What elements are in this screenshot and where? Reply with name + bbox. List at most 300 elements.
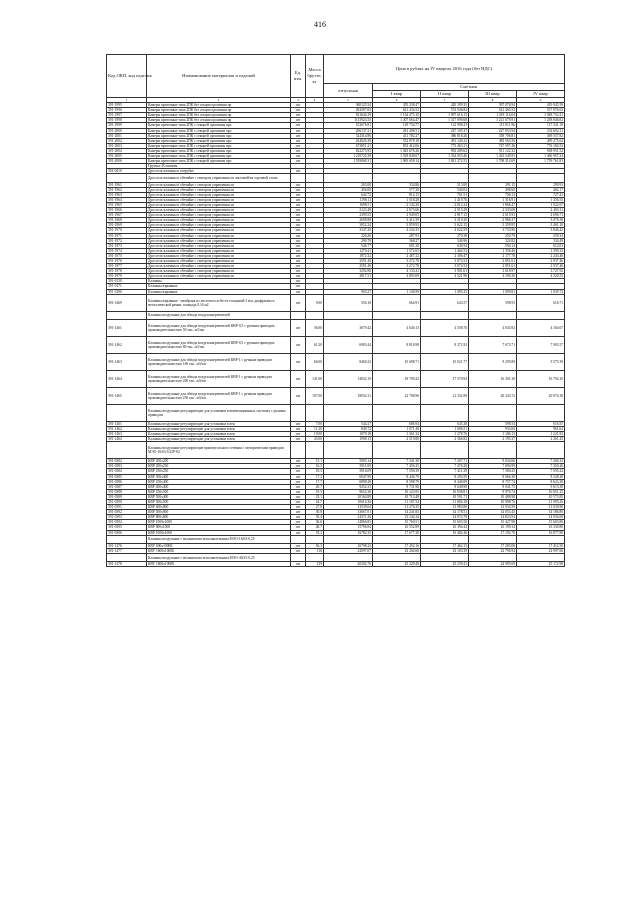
cell-unit: шт xyxy=(291,530,306,535)
cell-price-release: 14966.85 xyxy=(324,520,373,525)
cell-name: Дроссель-клапаны в обечайке с сектором управления из xyxy=(147,274,291,279)
cell-name: Клапаны воздушные регулирующие для установки в вен xyxy=(147,421,291,426)
cell-code: 391-1469 xyxy=(107,294,147,311)
cell-price-q2: 649.54 xyxy=(421,243,469,248)
cell-price-q3: 12 934.50 xyxy=(469,505,517,510)
cell-price-q3: 911 122.32 xyxy=(469,148,517,153)
cell-price-q2: 10 021.77 xyxy=(421,353,469,370)
cell-name: Клапаны взрывные - мембрана из листового асбеста толщиной 3 мм, диафрагмы и металлической рамки, площадь 0,16 м2 xyxy=(147,294,291,311)
cell-code: 391-1973 xyxy=(107,243,147,248)
cell-price-release: 1539068.31 xyxy=(324,159,373,164)
cell-price-q2: 16 394.44 xyxy=(421,525,469,530)
cell-name: КВР 200х250 xyxy=(147,464,291,469)
cell-code: 391-0391 xyxy=(107,505,147,510)
cell-unit: шт xyxy=(291,437,306,442)
cell-price-q1: 7 456.25 xyxy=(373,464,421,469)
cell-unit: шт xyxy=(291,192,306,197)
cell-price-q4: 1 039.74 xyxy=(517,289,565,294)
cell-mass xyxy=(306,554,324,562)
cell-price-release: 1270.41 xyxy=(324,248,373,253)
cell-price-q4: 3 727.92 xyxy=(517,269,565,274)
cell-price-q2: 4 521.96 xyxy=(421,274,469,279)
cell-mass: 15.1 xyxy=(306,459,324,464)
cell-price-q4: 11 095.26 xyxy=(517,499,565,504)
cell-price-q4: 2 937.46 xyxy=(517,259,565,264)
cell-code: 391-0389 xyxy=(107,494,147,499)
cell-unit: шт xyxy=(291,223,306,228)
cell-price-q2: 270.38 xyxy=(421,233,469,238)
cell-price-q4: 616.71 xyxy=(517,294,565,311)
cell-price-q3 xyxy=(469,174,517,182)
cell-price-q1: 25 229.49 xyxy=(373,562,421,567)
cell-price-q1: 8 598.79 xyxy=(373,479,421,484)
cell-price-q3: 14 823.94 xyxy=(469,515,517,520)
cell-price-q2: 13 983.88 xyxy=(421,505,469,510)
cell-mass: 27.8 xyxy=(306,505,324,510)
cell-price-release: 360125.54 xyxy=(324,103,373,108)
cell-price-q1 xyxy=(373,442,421,459)
column-index: 8 xyxy=(469,98,517,103)
cell-unit: шт xyxy=(291,479,306,484)
cell-price-q2: 2 012.24 xyxy=(421,202,469,207)
cell-code: 391-0385 xyxy=(107,474,147,479)
cell-price-q4: 1 258 846.82 xyxy=(517,118,565,123)
cell-price-q3: 10 998.76 xyxy=(469,499,517,504)
cell-code: 391-0387 xyxy=(107,484,147,489)
cell-price-release: 12539.04 xyxy=(324,505,373,510)
cell-code: 391-1974 xyxy=(107,248,147,253)
cell-price-release xyxy=(324,174,373,182)
cell-price-q2: 1 085.25 xyxy=(421,289,469,294)
cell-price-release: 2591.40 xyxy=(324,264,373,269)
cell-price-q1: 1 529 840.67 xyxy=(373,154,421,159)
cell-code: 391-1967 xyxy=(107,213,147,218)
cell-price-release: 642.72 xyxy=(324,192,373,197)
cell-price-q4: 258.34 xyxy=(517,233,565,238)
cell-name: КВР 300х400 xyxy=(147,474,291,479)
cell-price-q4: 3 846.42 xyxy=(517,228,565,233)
cell-price-release: 434626.39 xyxy=(324,138,373,143)
cell-price-q3: 16 301.38 xyxy=(469,370,517,387)
cell-unit xyxy=(291,535,306,543)
table-row xyxy=(107,404,565,421)
cell-price-q3: 291.15 xyxy=(469,182,517,187)
cell-price-q1 xyxy=(373,174,421,182)
cell-price-q3: 14 053.45 xyxy=(469,510,517,515)
cell-name: Дроссель-клапаны в обечайке с сектором управления из xyxy=(147,197,291,202)
cell-price-q4: 16 330.80 xyxy=(517,525,565,530)
cell-name: Камеры приточные типа 2ПК с секцией орошения про xyxy=(147,123,291,128)
cell-price-q3: 706.13 xyxy=(469,192,517,197)
cell-name: Камеры приточные типа 2ПК без секции орошения пр xyxy=(147,118,291,123)
cell-price-q3: 17 283.08 xyxy=(469,543,517,548)
table-row xyxy=(107,370,565,387)
cell-price-q1: 15 142.24 xyxy=(373,515,421,520)
cell-name: КВР 1000х1000 xyxy=(147,530,291,535)
cell-price-q2: 1 006.51 xyxy=(421,426,469,431)
column-index: 3 xyxy=(291,98,306,103)
cell-price-q1: 22 708.96 xyxy=(373,387,421,404)
cell-code: 391-1477 xyxy=(107,548,147,553)
cell-price-release: 6898.28 xyxy=(324,479,373,484)
cell-mass: 45.00 xyxy=(306,437,324,442)
cell-price-release: 102676.81 xyxy=(324,123,373,128)
cell-mass: 141.00 xyxy=(306,370,324,387)
cell-mass: 107.00 xyxy=(306,387,324,404)
cell-price-q2: 2 306.47 xyxy=(421,253,469,258)
cell-price-release: 544.27 xyxy=(324,421,373,426)
cell-price-q2: 1 841 272.53 xyxy=(421,159,469,164)
cell-price-q1: 18 709.42 xyxy=(373,370,421,387)
cell-price-q1: 7 341.38 xyxy=(373,459,421,464)
cell-price-q4: 727.42 xyxy=(517,192,565,197)
cell-unit: шт xyxy=(291,182,306,187)
cell-price-q2: 17 570.94 xyxy=(421,370,469,387)
cell-price-q1: 3 272.78 xyxy=(373,259,421,264)
cell-unit: шт xyxy=(291,228,306,233)
cell-price-q3: 1 316.91 xyxy=(469,197,517,202)
cell-code: 391-1975 xyxy=(107,253,147,258)
cell-code: 391-0410 xyxy=(107,169,147,174)
cell-mass: 17.7 xyxy=(306,479,324,484)
cell-name: Камеры приточные типа 2ПК с секцией орошения про xyxy=(147,143,291,148)
cell-price-q3: 2 851.61 xyxy=(469,264,517,269)
cell-code: 391-1461 xyxy=(107,421,147,426)
cell-unit: шт xyxy=(291,336,306,353)
cell-unit: шт xyxy=(291,108,306,113)
cell-price-q3: 9 034.66 xyxy=(469,459,517,464)
cell-price-q3: 20 343.72 xyxy=(469,387,517,404)
cell-name: Дроссель-клапаны в обечайке с сектором управления из xyxy=(147,259,291,264)
cell-code: 391-0390 xyxy=(107,499,147,504)
cell-name: Дроссель-клапаны в обечайке с сектором управления из xyxy=(147,264,291,269)
cell-name: Дроссель-клапаны в обечайке с сектором управления из xyxy=(147,202,291,207)
header-code: Код ОКП, код изделия xyxy=(107,55,147,98)
cell-unit: шт xyxy=(291,269,306,274)
cell-price-q2: 775 463.31 xyxy=(421,143,469,148)
cell-price-release: 6047.99 xyxy=(324,474,373,479)
cell-name: Дроссель-клапаны в обечайке с сектором управления из xyxy=(147,243,291,248)
cell-price-release: 5911.00 xyxy=(324,464,373,469)
cell-price-q4: 15 603.86 xyxy=(517,520,565,525)
cell-code: 391-1965 xyxy=(107,202,147,207)
cell-price-q2: 992 289.62 xyxy=(421,148,469,153)
cell-price-q4: 25 172.98 xyxy=(517,562,565,567)
cell-price-q1: 691.28 xyxy=(373,243,421,248)
cell-price-q3: 8 757.74 xyxy=(469,479,517,484)
cell-code: 391-0384 xyxy=(107,469,147,474)
cell-price-q3: 358 706.81 xyxy=(469,133,517,138)
cell-price-q2: 1 334 053.46 xyxy=(421,154,469,159)
cell-code: 391-1996 xyxy=(107,108,147,113)
cell-code xyxy=(107,311,147,319)
cell-price-q1: 2 519.80 xyxy=(373,437,421,442)
cell-price-q2: 2 366.82 xyxy=(421,437,469,442)
cell-price-q2: 16 482.46 xyxy=(421,530,469,535)
cell-price-q1: 7 590.39 xyxy=(373,469,421,474)
cell-price-q2 xyxy=(421,442,469,459)
cell-price-q1: 4 133.41 xyxy=(373,269,421,274)
cell-price-q1: 10 698.71 xyxy=(373,353,421,370)
cell-code: 391-1478 xyxy=(107,562,147,567)
header-q1: I квар xyxy=(373,91,421,98)
cell-mass xyxy=(306,404,324,421)
cell-price-q1: 1 164 475.10 xyxy=(373,113,421,118)
cell-price-release: 5916.09 xyxy=(324,469,373,474)
cell-price-q3: 1 186.13 xyxy=(469,432,517,437)
table-row xyxy=(107,535,565,543)
cell-code: 391-1462 xyxy=(107,426,147,431)
cell-unit: шт xyxy=(291,515,306,520)
cell-price-q1: 334.86 xyxy=(373,182,421,187)
cell-unit xyxy=(291,311,306,319)
cell-price-q4 xyxy=(517,554,565,562)
cell-unit: шт xyxy=(291,233,306,238)
cell-name: Дроссель-клапаны в обечайке с сектором управления из xyxy=(147,269,291,274)
cell-price-q4: 938 951.52 xyxy=(517,148,565,153)
cell-name: Клапаны воздушные для обвода воздухонагревателей КВР-0,5 с ручным приводом производительностью 80 тыс. м3/час xyxy=(147,336,291,353)
cell-mass: 139 xyxy=(306,562,324,567)
cell-price-q2: 491 140.23 xyxy=(421,138,469,143)
cell-mass: 7.00 xyxy=(306,421,324,426)
cell-price-release xyxy=(324,554,373,562)
cell-code: 391-1465 xyxy=(107,387,147,404)
cell-price-q4: 7 268.23 xyxy=(517,459,565,464)
cell-price-release: 849.72 xyxy=(324,426,373,431)
cell-name: КВР 200х200 xyxy=(147,459,291,464)
cell-price-q1: 1 407 664.47 xyxy=(373,118,421,123)
cell-code: 391-2004 xyxy=(107,148,147,153)
cell-price-q3: 8 066.38 xyxy=(469,474,517,479)
cell-name: Камеры приточные типа 2ПК с секцией орошения про xyxy=(147,138,291,143)
cell-price-q3: 1 423 540.95 xyxy=(469,154,517,159)
cell-code: 391-1970 xyxy=(107,228,147,233)
cell-price-q1: 17 677.28 xyxy=(373,530,421,535)
cell-price-q3: 2 333.08 xyxy=(469,208,517,213)
cell-price-q4: 8 328.28 xyxy=(517,474,565,479)
table-row xyxy=(107,353,565,370)
cell-price-q2: 3 622.15 xyxy=(421,223,469,228)
cell-unit: шт xyxy=(291,238,306,243)
cell-unit: шт xyxy=(291,469,306,474)
cell-name: Клапаны воздушные регулирующие для установки в вентиляционных системах с ручным приводом xyxy=(147,404,291,421)
cell-price-q2: 14 974.78 xyxy=(421,515,469,520)
table-header xyxy=(107,55,565,103)
price-table xyxy=(106,54,565,567)
cell-unit: шт xyxy=(291,543,306,548)
cell-price-q2: 8 293.59 xyxy=(421,474,469,479)
cell-mass: 20.7 xyxy=(306,484,324,489)
cell-price-q3: 7 580.25 xyxy=(469,469,517,474)
cell-price-q1: 411 782.27 xyxy=(373,133,421,138)
cell-price-q4: 22 997.66 xyxy=(517,548,565,553)
cell-code: 391-1464 xyxy=(107,437,147,442)
cell-unit xyxy=(291,554,306,562)
cell-price-q3: 17 192.70 xyxy=(469,530,517,535)
cell-price-q2 xyxy=(421,554,469,562)
cell-price-release: 1698.51 xyxy=(324,202,373,207)
cell-price-q1: 11 276.35 xyxy=(373,505,421,510)
cell-price-q4 xyxy=(517,404,565,421)
cell-name: КВР 800х800 xyxy=(147,515,291,520)
cell-code: 391-1964 xyxy=(107,197,147,202)
cell-price-q4: 10 051.25 xyxy=(517,489,565,494)
cell-mass: 9.00 xyxy=(306,294,324,311)
cell-code: 391-0171 xyxy=(107,284,147,289)
cell-price-q2 xyxy=(421,311,469,319)
table-row xyxy=(107,336,565,353)
cell-price-q2: 540.02 xyxy=(421,187,469,192)
cell-code: 391-1997 xyxy=(107,113,147,118)
table-row xyxy=(107,387,565,404)
cell-price-q3: 1 009.81 xyxy=(469,289,517,294)
cell-price-q4: 117 341.18 xyxy=(517,123,565,128)
cell-price-release: 10164.89 xyxy=(324,494,373,499)
table-row xyxy=(107,562,565,567)
cell-price-q1: 1 572.65 xyxy=(373,248,421,253)
cell-price-q4 xyxy=(517,311,565,319)
cell-mass: 116 xyxy=(306,548,324,553)
cell-price-q4: 419 945.59 xyxy=(517,103,565,108)
cell-price-q4: 557 976.63 xyxy=(517,108,565,113)
column-index: 4 xyxy=(306,98,324,103)
cell-price-release: 556.18 xyxy=(324,294,373,311)
header-price: Цена в рублях на IV квартал 2016 года (без НДС) xyxy=(324,55,565,84)
cell-unit: шт xyxy=(291,148,306,153)
cell-price-q4: 14 934.69 xyxy=(517,515,565,520)
cell-price-release: 14832.19 xyxy=(324,370,373,387)
cell-code: 391-2002 xyxy=(107,138,147,143)
cell-code: 391-1998 xyxy=(107,118,147,123)
cell-mass: 35.4 xyxy=(306,515,324,520)
cell-price-q4: 299.93 xyxy=(517,182,565,187)
cell-unit: шт xyxy=(291,279,306,284)
cell-price-q3: 483 563.56 xyxy=(469,138,517,143)
cell-name: Клапаны воздушные регулирующие прямоугольного сечения с электрическим приводом МЭО-16/63-0,25Р-82 xyxy=(147,442,291,459)
cell-price-release: 9252.31 xyxy=(324,484,373,489)
cell-price-q3: 1 221 679.91 xyxy=(469,118,517,123)
cell-name: КВР 500х500 xyxy=(147,499,291,504)
cell-price-q3 xyxy=(469,311,517,319)
cell-price-q1: 1 045 676.26 xyxy=(373,148,421,153)
cell-unit: шт xyxy=(291,113,306,118)
table-row xyxy=(107,294,565,311)
cell-unit: шт xyxy=(291,253,306,258)
cell-price-q3: 250.79 xyxy=(469,233,517,238)
cell-mass: 36.00 xyxy=(306,319,324,336)
cell-unit: шт xyxy=(291,459,306,464)
cell-mass: 46.7 xyxy=(306,525,324,530)
cell-price-q1: 11 187.54 xyxy=(373,499,421,504)
cell-price-release: 6983.44 xyxy=(324,336,373,353)
column-index: 6 xyxy=(373,98,421,103)
cell-price-release: 822275.95 xyxy=(324,148,373,153)
cell-unit: шт xyxy=(291,319,306,336)
cell-code: 391-0388 xyxy=(107,489,147,494)
cell-price-q4: 1 399.33 xyxy=(517,248,565,253)
table-row xyxy=(107,311,565,319)
cell-mass: 16.5 xyxy=(306,464,324,469)
cell-mass: 23.1 xyxy=(306,494,324,499)
cell-unit: шт xyxy=(291,187,306,192)
cell-price-q4: 7 903.57 xyxy=(517,336,565,353)
cell-name: Дроссель-клапаны в обечайке с сектором управления из xyxy=(147,213,291,218)
cell-unit: шт xyxy=(291,123,306,128)
cell-price-q1: 814.15 xyxy=(373,192,421,197)
cell-price-q2: 7 207.71 xyxy=(421,459,469,464)
cell-code: 391-1999 xyxy=(107,123,147,128)
cell-price-q1: 4 640.13 xyxy=(373,319,421,336)
cell-price-release: 2399.53 xyxy=(324,213,373,218)
cell-unit: шт xyxy=(291,274,306,279)
cell-code: 391-1971 xyxy=(107,233,147,238)
cell-price-q4: 499 275.62 xyxy=(517,138,565,143)
cell-mass: 30.8 xyxy=(306,510,324,515)
cell-unit xyxy=(291,174,306,182)
table-row xyxy=(107,319,565,336)
cell-unit: шт xyxy=(291,426,306,431)
cell-mass: 19.5 xyxy=(306,489,324,494)
cell-name: Дроссель-клапаны в обечайке с сектором управления из xyxy=(147,238,291,243)
cell-price-release: 2591.40 xyxy=(324,259,373,264)
cell-code: 391-1961 xyxy=(107,182,147,187)
cell-unit: шт xyxy=(291,520,306,525)
cell-name: Группа: Клапаны xyxy=(147,164,291,169)
cell-price-q3: 15 427.98 xyxy=(469,520,517,525)
cell-price-q4: 7 350.26 xyxy=(517,464,565,469)
cell-code: 391-1968 xyxy=(107,218,147,223)
cell-price-q4: 3 461.10 xyxy=(517,223,565,228)
cell-code: 391-2000 xyxy=(107,128,147,133)
cell-price-q4 xyxy=(517,535,565,543)
cell-price-q1: 287.93 xyxy=(373,233,421,238)
cell-price-q1: 17 452.16 xyxy=(373,543,421,548)
cell-code: 391-1995 xyxy=(107,103,147,108)
cell-price-q1: 2 673.66 xyxy=(373,208,421,213)
cell-name: Клапаны взрывные xyxy=(147,289,291,294)
cell-code: 391-1463 xyxy=(107,353,147,370)
cell-price-q3: 4 043.92 xyxy=(469,319,517,336)
cell-price-release: 10614.36 xyxy=(324,499,373,504)
cell-price-q3: 3 618.97 xyxy=(469,269,517,274)
cell-price-q2: 247 105.37 xyxy=(421,128,469,133)
cell-name: КВР 250х250 xyxy=(147,469,291,474)
cell-price-q2 xyxy=(421,174,469,182)
cell-price-q1: 16 552.89 xyxy=(373,525,421,530)
cell-price-q1: 15 760.51 xyxy=(373,520,421,525)
cell-code: 391-3290 xyxy=(107,289,147,294)
cell-unit: шт xyxy=(291,133,306,138)
cell-price-q4: 334.49 xyxy=(517,238,565,243)
cell-price-q1: 621 434.52 xyxy=(373,108,421,113)
cell-price-q2: 25 239.41 xyxy=(421,562,469,567)
cell-price-release: 2123.49 xyxy=(324,208,373,213)
cell-price-release: 20202.76 xyxy=(324,562,373,567)
cell-unit: шт xyxy=(291,525,306,530)
cell-price-release: 18032.31 xyxy=(324,387,373,404)
cell-price-q4: 7 595.22 xyxy=(517,469,565,474)
cell-code: 391-0393 xyxy=(107,515,147,520)
cell-name: Камеры приточные типа 2ПК с секцией орошения про xyxy=(147,133,291,138)
cell-price-q2: 4 358.76 xyxy=(421,319,469,336)
cell-price-q3: 498.60 xyxy=(469,187,517,192)
cell-price-q2: 7 411.39 xyxy=(421,469,469,474)
cell-name: КВР 250х400 xyxy=(147,479,291,484)
cell-price-q1: 3 412.39 xyxy=(373,218,421,223)
cell-price-q3: 594.14 xyxy=(469,243,517,248)
cell-price-q1 xyxy=(373,535,421,543)
cell-price-q4: 2 261.43 xyxy=(517,437,565,442)
